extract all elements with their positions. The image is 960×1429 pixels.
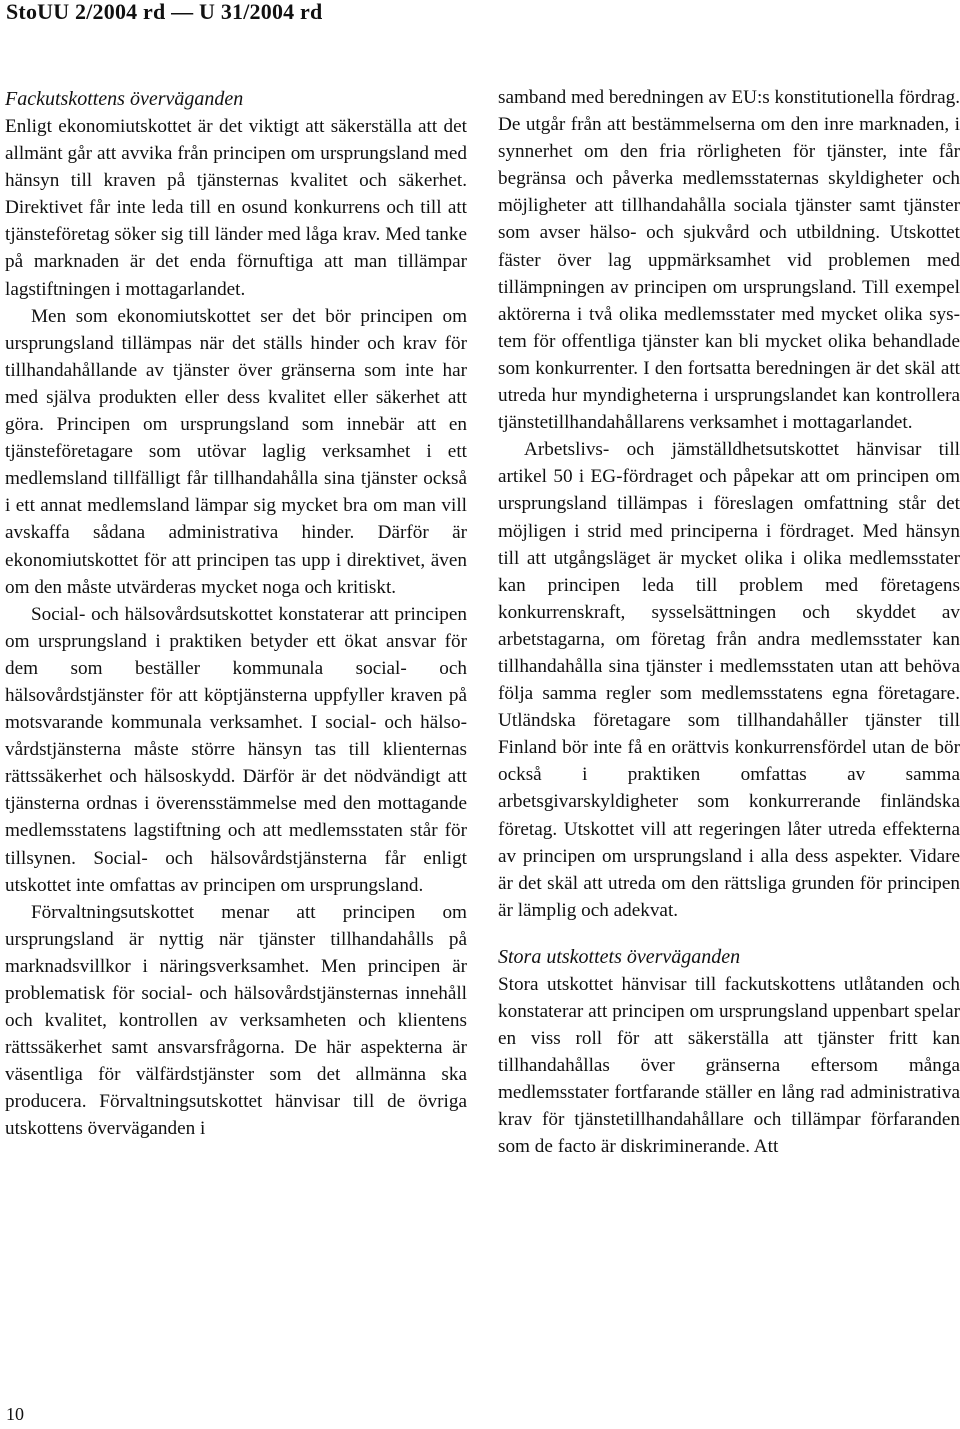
paragraph: Men som ekonomiutskottet ser det bör principen om ursprungsland tillämpas när det ställs hinder och krav för tillhandahållande av tjänster över gränserna som inte har med själva produkten eller dess kvalitet eller säkerhet att göra. Principen om ursprungsland som innebär att en tjänsteföretagare som utövar laglig verksamhet i ett medlemsland tillfälligt får tillhandahålla sina tjänster också i ett annat medlemsland lämpar sig mycket bra om man vill avskaffa sådana administrativa hinder. Därför är ekonomiutskottet för att principen tas upp i direktivet, även om den måste utvärderas mycket noga och kritiskt. xyxy=(5,305,467,598)
paragraph: Social- och hälsovårdsutskottet konstaterar att principen om ursprungsland i praktiken betyder ett ökat ansvar för dem som beställer kommunala social- och hälsovårdstjänster för att köptjänsterna uppfyller kraven på motsvarande kommunala verksamhet. I social- och hälsovårdstjänsterna måste större hänsyn tas till klienternas rättssäkerhet och hälsoskydd. Därför är det nödvändigt att tjänsterna ordnas i överensstämmelse med den mottagande medlemsstatens lagstiftning och att medlemsstaten står för tillsynen. Social- och hälsovårdstjänsterna får enligt utskottet inte omfattas av principen om ursprungsland. xyxy=(5,603,467,896)
left-column xyxy=(5,84,467,1143)
paragraph: Arbetslivs- och jämställdhetsutskottet hänvisar till artikel 50 i EG-fördraget och påpekar att om principen om ursprungsland tillämpas i föreslagen omfattning står det möjligen i strid med principerna i fördraget. Med hänsyn till att utgångsläget är mycket olika i olika medlemsstater kan principen leda till problem med företagens konkurrenskraft, sysselsättningen och skyddet av arbetstagarna, om företag från andra medlemsstater kan tillhandahålla sina tjänster i medlemsstaten utan att behöva följa samma regler som medlemsstatens egna företagare. Utländska företagare som tillhandahåller tjänster till Finland bör inte få en orättvis konkurrensfördel utan de bör också i praktiken omfattas av samma arbetsgivarskyldigheter som konkurrerande finländska företag. Utskottet vill att regeringen låter utreda effekterna av principen om ursprungsland i alla dess aspekter. Vidare är det skäl att utreda om den rättsliga grunden för principen är lämplig och adekvat. xyxy=(498,439,960,921)
paragraph: Enligt ekonomiutskottet är det viktigt att säkerställa att det allmänt går att avvika från principen om ursprungsland med hänsyn till kraven på tjänsternas kvalitet och säkerhet. Direktivet får inte leda till en osund konkurrens och till att tjänsteföretag söker sig till länder med låga krav. Med tanke på marknaden är det enda förnuftiga att man tillämpar lagstiftningen i mottagarlandet. xyxy=(5,116,467,300)
paragraph: Förvaltningsutskottet menar att principen om ursprungsland är nyttig när tjänster tillhandahålls på marknadsvillkor i näringsverksamhet. Men principen är problematisk för social- och hälsovårdstjänsternas innehåll och kvalitet, kontrollen av verksamheten och klientens rättssäkerhet samt ansvarsfrågorna. De här aspekterna är väsentliga för välfärdstjänster som det allmänna ska producera. Förvaltningsutskottet hänvisar till de övriga utskottens överväganden i xyxy=(5,901,467,1140)
paragraph: Stora utskottet hänvisar till fackutskottens utlåtanden och konstaterar att principen om ursprungsland uppenbart spelar en viss roll för att säkerställa att tjänster fritt kan tillhandahållas över gränserna eftersom många medlemsstater fortfarande ställer en lång rad administrativa krav för tjänstetillhandahållare och tillämpar förfaranden som de facto är diskriminerande. Att xyxy=(498,973,960,1158)
section-heading-fackutskottens: Fackutskottens överväganden xyxy=(5,88,244,110)
running-header: StoUU 2/2004 rd — U 31/2004 rd xyxy=(6,0,323,24)
paragraph: samband med beredningen av EU:s konstitutionella fördrag. De utgår från att bestämmelserna om den inre marknaden, i synnerhet om den fria rörligheten för tjänster, inte får begränsa och påverka medlemsstaternas skyldigheter och möjligheter att tillhandahålla sociala tjänster samt tjänster som avser hälso- och sjukvård och utbildning. Utskottet fäster över lag uppmärksamhet vid problemen med tillämpningen av principen om ursprungsland. Till exempel aktörerna i två olika medlemsstater med mycket olika system för offentliga tjänster kan bli mycket olika behandlade som konkurrenter. I den fortsatta beredningen är det skäl att utreda hur myndigheterna i ursprungslandet kan kontrollera tjänstetillhandahållarens verksamhet i mottagarlandet. xyxy=(498,87,960,434)
section-heading-stora-utskottets: Stora utskottets överväganden xyxy=(498,945,741,968)
page-number: 10 xyxy=(6,1404,24,1424)
right-column xyxy=(498,84,960,1161)
